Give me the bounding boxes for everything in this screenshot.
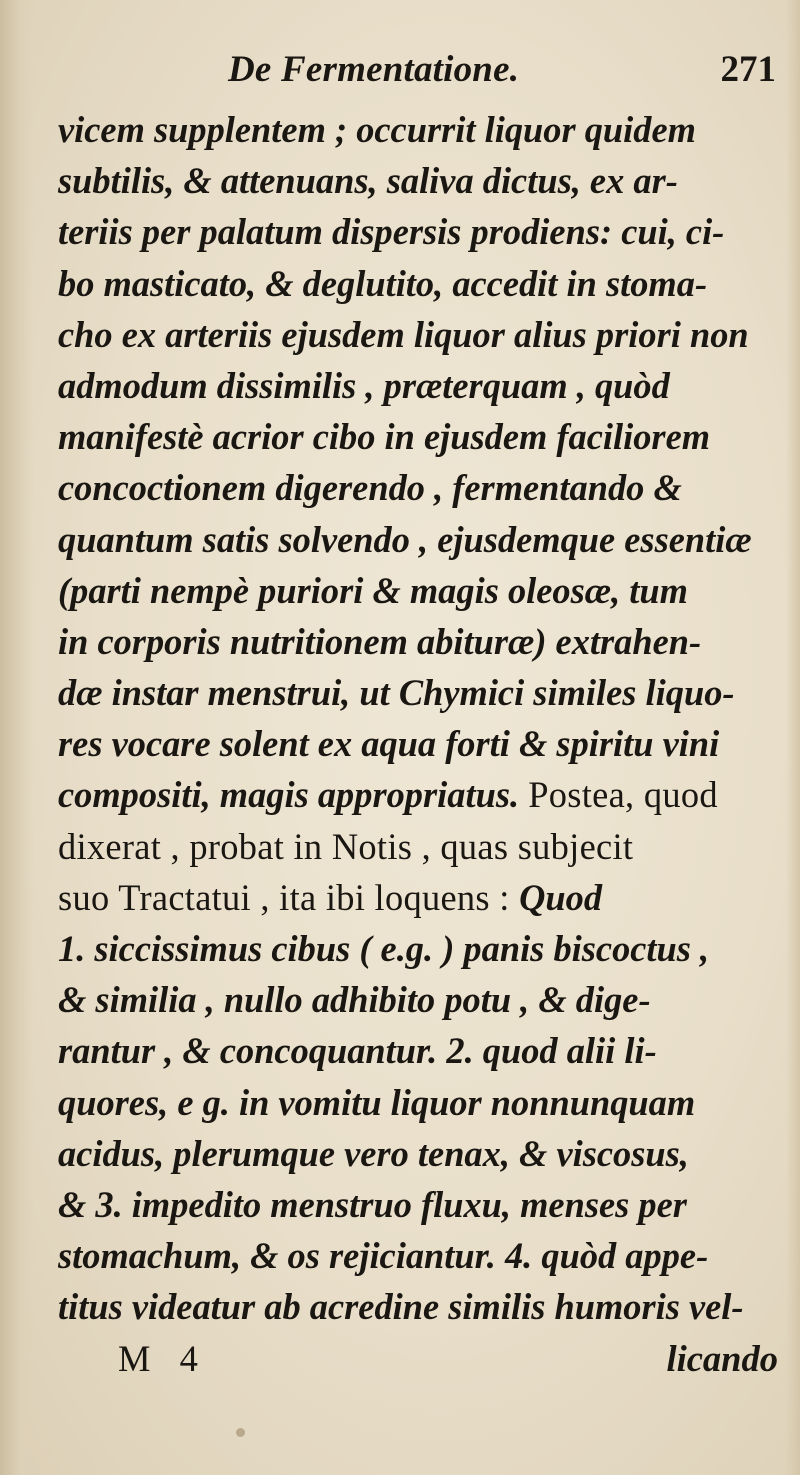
text-segment: subtilis, & attenuans, saliva dictus, ex ar-: [58, 160, 678, 202]
text-segment: teriis per palatum dispersis prodiens: cui, ci-: [58, 211, 725, 253]
text-segment: stomachum, & os rejiciantur. 4. quòd appe-: [58, 1235, 709, 1277]
text-segment: suo Tractatui , ita ibi loquens :: [58, 876, 520, 918]
text-line: [58, 155, 776, 206]
page-edge: [786, 0, 800, 1475]
page-header: [60, 48, 780, 98]
text-line: [58, 565, 776, 616]
text-line: [58, 309, 776, 360]
text-line: [58, 514, 776, 565]
text-line: [58, 104, 776, 155]
text-line: [58, 206, 776, 257]
text-segment: bo masticato, & deglutito, accedit in stoma-: [58, 262, 708, 304]
text-segment: acidus, plerumque vero tenax, & viscosus,: [58, 1132, 689, 1174]
text-line: [58, 616, 776, 667]
text-segment: titus videatur ab acredine similis humoris vel-: [58, 1286, 744, 1328]
text-segment: Postea, quod: [528, 774, 718, 816]
text-segment: Quod: [519, 876, 603, 918]
text-segment: res vocare solent ex aqua forti & spiritu vini: [58, 723, 720, 765]
text-line: [58, 1025, 776, 1076]
text-segment: compositi, magis appropriatus.: [58, 774, 529, 816]
text-line: [58, 923, 776, 974]
text-segment: cho ex arteriis ejusdem liquor alius priori non: [58, 313, 749, 355]
text-line: [58, 821, 776, 872]
ink-speck: [236, 1428, 245, 1437]
signature-mark: M 4: [118, 1337, 208, 1379]
text-line: [58, 1179, 776, 1230]
text-segment: in corporis nutritionem abituræ) extrahen-: [58, 620, 702, 662]
body-text: [58, 104, 778, 1384]
text-segment: manifestè acrior cibo in ejusdem faciliorem: [58, 416, 711, 458]
text-line: [58, 1128, 776, 1179]
text-segment: quores, e g. in vomitu liquor nonnunquam: [58, 1081, 696, 1123]
text-segment: dæ instar menstrui, ut Chymici similes liquo-: [58, 672, 735, 714]
text-segment: rantur , & concoquantur. 2. quod alii li-: [58, 1030, 657, 1072]
text-segment: (parti nempè puriori & magis oleosæ, tum: [58, 569, 688, 611]
text-segment: & 3. impedito menstruo fluxu, menses per: [58, 1183, 687, 1225]
text-line: [58, 1281, 776, 1332]
text-line: [58, 462, 776, 513]
running-title: De Fermentatione.: [228, 49, 520, 90]
text-line: [58, 360, 776, 411]
text-line: [58, 1077, 776, 1128]
text-segment: 1. siccissimus cibus ( e.g. ) panis biscoctus ,: [58, 928, 710, 969]
text-segment: concoctionem digerendo , fermentando &: [58, 467, 682, 509]
text-segment: quantum satis solvendo , ejusdemque essentiæ: [58, 518, 752, 560]
footer-line: [58, 1333, 778, 1384]
gutter-shadow: [0, 0, 34, 1475]
text-line: [58, 974, 776, 1025]
text-line: [58, 411, 776, 462]
text-line: [58, 769, 776, 820]
text-lines: [58, 104, 778, 1333]
text-line: [58, 667, 776, 718]
text-segment: admodum dissimilis , præterquam , quòd: [58, 364, 670, 406]
text-segment: vicem supplentem ; occurrit liquor quidem: [58, 109, 696, 150]
text-line: [58, 1230, 776, 1281]
catchword: licando: [666, 1337, 778, 1379]
text-segment: dixerat , probat in Notis , quas subjecit: [58, 825, 634, 867]
page-number: 271: [720, 49, 776, 90]
text-line: [58, 718, 776, 769]
text-line: [58, 872, 776, 923]
text-segment: & similia , nullo adhibito potu , & dige-: [58, 979, 651, 1021]
text-line: [58, 258, 776, 309]
